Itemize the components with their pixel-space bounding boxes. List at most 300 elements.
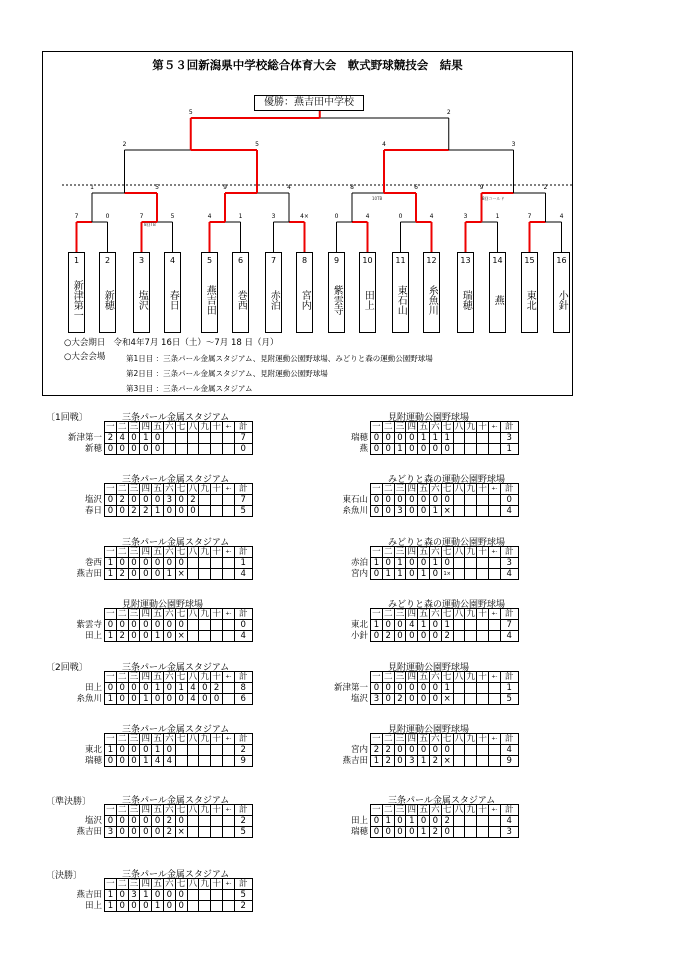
inning-score: 1	[429, 506, 441, 517]
semifinal-heading: 〔準決勝〕	[46, 797, 92, 807]
game-venue: 三条パール金属スタジアム	[122, 538, 230, 548]
inning-score: 1	[140, 694, 152, 705]
bracket-score: 3	[271, 213, 276, 220]
team-number: 8	[301, 256, 308, 265]
inning-score	[211, 816, 223, 827]
score-row	[64, 901, 252, 912]
inning-score: 4	[406, 620, 418, 631]
inning-header: 八	[188, 609, 198, 619]
inning-header: 九	[466, 547, 476, 557]
inning-header: 九	[466, 422, 476, 432]
score-row	[330, 433, 518, 444]
inning-header: 八	[188, 672, 198, 682]
inning-score	[211, 756, 223, 767]
team-name: 瑞穂	[64, 756, 105, 767]
inning-score: 0	[418, 816, 430, 827]
inning-score: 0	[140, 683, 152, 694]
team-number: 9	[333, 256, 340, 265]
inning-header: 四	[141, 734, 151, 744]
inning-score: 2	[116, 495, 128, 506]
inning-header: 七	[176, 879, 186, 889]
inning-score: 0	[371, 683, 383, 694]
score-row	[330, 444, 518, 455]
score-row	[330, 756, 518, 767]
inning-score	[187, 569, 199, 580]
inning-score	[199, 901, 211, 912]
inning-score: 0	[441, 444, 453, 455]
team-name: 瑞穂	[460, 290, 472, 310]
inning-score: 1	[418, 569, 430, 580]
inning-score	[187, 631, 199, 642]
inning-score	[477, 495, 489, 506]
inning-score: 0	[128, 901, 140, 912]
inning-score: 0	[406, 694, 418, 705]
inning-header: 二	[117, 879, 127, 889]
score-row	[330, 745, 518, 756]
inning-score	[222, 558, 234, 569]
inning-header: 計	[500, 734, 518, 745]
inning-header: 八	[454, 734, 464, 744]
inning-score	[199, 745, 211, 756]
score-row	[64, 444, 252, 455]
inning-score: 0	[140, 444, 152, 455]
inning-score: 3	[128, 890, 140, 901]
inning-header: 五	[419, 484, 428, 494]
period-row	[64, 336, 279, 348]
inning-score: 4	[234, 569, 252, 580]
inning-header: 九	[200, 484, 210, 494]
inning-score: 0	[128, 433, 140, 444]
inning-score: 0	[116, 558, 128, 569]
inning-score: 0	[382, 827, 394, 838]
bracket-team	[133, 252, 150, 333]
inning-score: 0	[175, 558, 187, 569]
inning-header: 八	[454, 422, 464, 432]
inning-header: 五	[419, 805, 428, 815]
inning-score	[187, 745, 199, 756]
inning-score: 1	[500, 444, 518, 455]
inning-header: 一	[106, 422, 115, 432]
inning-score: 1	[152, 506, 164, 517]
inning-score	[488, 694, 500, 705]
team-number: 11	[395, 256, 406, 265]
inning-header: 計	[500, 672, 518, 683]
inning-score	[187, 901, 199, 912]
inning-score: 4	[500, 631, 518, 642]
inning-score	[211, 444, 223, 455]
inning-header: 四	[407, 672, 417, 682]
team-name: 塩沢	[330, 694, 371, 705]
score-row	[64, 569, 252, 580]
inning-score: 0	[152, 890, 164, 901]
inning-score: 0	[394, 433, 406, 444]
inning-score	[477, 756, 489, 767]
venue-row	[64, 350, 105, 362]
inning-header: 一	[372, 422, 381, 432]
inning-score: 4	[163, 756, 175, 767]
inning-score: 1	[382, 816, 394, 827]
inning-header: 七	[176, 734, 186, 744]
inning-score: 1	[105, 890, 117, 901]
inning-score: 0	[152, 694, 164, 705]
inning-header: 六	[165, 547, 174, 557]
inning-score: 0	[140, 745, 152, 756]
inning-header: 四	[141, 672, 151, 682]
inning-score: 9	[500, 756, 518, 767]
inning-score: 0	[211, 694, 223, 705]
bracket-score: 7	[74, 213, 79, 220]
bracket-note: 10TB	[372, 196, 383, 201]
inning-score	[187, 444, 199, 455]
inning-score: 2	[105, 433, 117, 444]
day3-row	[126, 383, 253, 394]
inning-score: 2	[140, 506, 152, 517]
inning-score: 1	[500, 683, 518, 694]
inning-score	[477, 683, 489, 694]
period-label: ○大会期日	[64, 338, 106, 348]
game-venue: 見附運動公園野球場	[388, 413, 470, 423]
inning-score: 7	[234, 433, 252, 444]
inning-score	[453, 495, 465, 506]
score-table	[64, 421, 253, 455]
team-name: 田上	[362, 290, 374, 310]
inning-score: 0	[371, 569, 383, 580]
team-name: 宮内	[330, 569, 371, 580]
score-table	[64, 878, 253, 912]
round2-heading: 〔2回戦〕	[46, 663, 88, 673]
inning-score: 0	[429, 444, 441, 455]
inning-score: 1	[418, 620, 430, 631]
game-venue: 見附運動公園野球場	[122, 600, 204, 610]
inning-header: 一	[106, 805, 115, 815]
inning-header: 三	[129, 422, 139, 432]
inning-score: ×	[175, 827, 187, 838]
inning-score: 0	[371, 495, 383, 506]
inning-score: 0	[163, 745, 175, 756]
team-name: 紫雲寺	[64, 620, 105, 631]
inning-header: +-	[488, 484, 500, 495]
day1-label: 第1日目	[126, 354, 154, 363]
inning-score: 2	[163, 816, 175, 827]
inning-score: 0	[128, 620, 140, 631]
inning-header: 七	[176, 805, 186, 815]
inning-score: 0	[140, 631, 152, 642]
score-table	[330, 608, 519, 642]
bracket-score: 9	[223, 184, 227, 191]
inning-header: 一	[372, 672, 381, 682]
inning-header: 四	[407, 609, 417, 619]
inning-score: 1	[152, 901, 164, 912]
inning-score	[477, 433, 489, 444]
inning-score: 0	[163, 620, 175, 631]
inning-score: 1	[429, 433, 441, 444]
inning-score: 0	[382, 444, 394, 455]
inning-score: 0	[163, 901, 175, 912]
team-name: 赤泊	[268, 290, 280, 310]
inning-score: 0	[429, 745, 441, 756]
inning-header: 五	[419, 672, 428, 682]
inning-score	[211, 631, 223, 642]
inning-score: 1	[105, 558, 117, 569]
inning-score	[488, 816, 500, 827]
inning-header: 五	[153, 422, 162, 432]
bracket-score: 2	[543, 184, 548, 191]
inning-score	[488, 444, 500, 455]
inning-score: 0	[128, 569, 140, 580]
inning-score: 0	[152, 827, 164, 838]
inning-score: 0	[394, 827, 406, 838]
inning-score	[199, 620, 211, 631]
inning-header: 一	[372, 484, 381, 494]
inning-score: ×	[441, 756, 453, 767]
inning-score: 4	[187, 683, 199, 694]
inning-header: 四	[141, 609, 151, 619]
team-name: 宮内	[330, 745, 371, 756]
inning-score: 2	[116, 631, 128, 642]
inning-score	[465, 827, 477, 838]
inning-score: 0	[429, 620, 441, 631]
inning-score	[465, 444, 477, 455]
inning-score: 2	[394, 694, 406, 705]
bracket-team	[521, 252, 538, 333]
inning-score: 3	[394, 506, 406, 517]
inning-score: 3	[371, 694, 383, 705]
team-name: 塩沢	[64, 816, 105, 827]
inning-score	[211, 506, 223, 517]
inning-score: 1	[418, 756, 430, 767]
score-table	[64, 483, 253, 517]
bracket-score: 4	[429, 213, 434, 220]
score-row	[64, 631, 252, 642]
inning-score: 0	[152, 433, 164, 444]
bracket-team	[489, 252, 506, 333]
inning-score: 0	[116, 444, 128, 455]
inning-score: 0	[152, 495, 164, 506]
bracket-score: 0	[398, 213, 403, 220]
inning-score: 3	[406, 756, 418, 767]
inning-header: 六	[165, 609, 174, 619]
inning-score: 0	[406, 444, 418, 455]
team-name: 糸魚川	[64, 694, 105, 705]
bracket-team	[68, 252, 85, 333]
inning-score	[199, 506, 211, 517]
inning-score: 4	[500, 816, 518, 827]
inning-score	[488, 756, 500, 767]
inning-score	[211, 901, 223, 912]
inning-header: 二	[383, 547, 393, 557]
team-number: 12	[426, 256, 437, 265]
inning-score: 5	[234, 827, 252, 838]
game-venue: 三条パール金属スタジアム	[122, 725, 230, 735]
inning-score	[477, 558, 489, 569]
team-number: 10	[362, 256, 373, 265]
inning-header: +-	[488, 805, 500, 816]
inning-header: +-	[222, 609, 234, 620]
inning-score	[163, 444, 175, 455]
inning-header: 七	[176, 672, 186, 682]
inning-header: 一	[106, 484, 115, 494]
inning-score: 0	[418, 558, 430, 569]
inning-score: 0	[199, 683, 211, 694]
inning-header: 六	[431, 547, 440, 557]
team-name: 塩沢	[136, 290, 148, 310]
inning-score: 2	[429, 756, 441, 767]
inning-header: 五	[153, 609, 162, 619]
score-row	[64, 827, 252, 838]
inning-score: 4	[152, 756, 164, 767]
bracket-score: 4	[287, 184, 291, 191]
inning-header: 五	[153, 672, 162, 682]
inning-score: 1	[140, 756, 152, 767]
inning-score: 2	[234, 901, 252, 912]
inning-score: 0	[116, 756, 128, 767]
score-table	[330, 733, 519, 767]
inning-score: 0	[371, 631, 383, 642]
inning-score	[453, 444, 465, 455]
inning-header: 五	[419, 609, 428, 619]
inning-header: 計	[234, 609, 252, 620]
inning-score: 7	[234, 495, 252, 506]
inning-score: 1	[406, 816, 418, 827]
inning-header: 七	[442, 609, 452, 619]
inning-score	[488, 495, 500, 506]
inning-score	[465, 694, 477, 705]
inning-header: 五	[419, 422, 428, 432]
inning-header: 四	[407, 422, 417, 432]
inning-header: +-	[488, 672, 500, 683]
inning-score: 2	[163, 827, 175, 838]
score-table	[330, 671, 519, 705]
team-number: 7	[270, 256, 277, 265]
inning-header: 七	[442, 484, 452, 494]
inning-score: 0	[406, 745, 418, 756]
inning-score: 0	[394, 745, 406, 756]
inning-header: 一	[372, 805, 381, 815]
team-name: 新津第一	[330, 683, 371, 694]
inning-header: 三	[395, 547, 405, 557]
inning-score	[211, 745, 223, 756]
bracket-team	[296, 252, 313, 333]
bracket-score: 4	[365, 213, 370, 220]
inning-score	[453, 620, 465, 631]
inning-score	[199, 558, 211, 569]
inning-header: 二	[383, 734, 393, 744]
day1-row	[126, 353, 433, 364]
inning-score	[465, 569, 477, 580]
inning-score: 1	[441, 433, 453, 444]
inning-score: 0	[105, 506, 117, 517]
inning-header: 十	[478, 422, 487, 432]
inning-header: 十	[212, 422, 221, 432]
inning-header: 八	[454, 609, 464, 619]
inning-score: 3	[500, 827, 518, 838]
inning-header: 二	[383, 609, 393, 619]
inning-score: 1	[418, 433, 430, 444]
game-venue: 三条パール金属スタジアム	[122, 870, 230, 880]
inning-score: 0	[429, 683, 441, 694]
inning-header: 八	[454, 672, 464, 682]
game-venue: 三条パール金属スタジアム	[122, 413, 230, 423]
inning-score: 0	[371, 827, 383, 838]
inning-header: 六	[431, 672, 440, 682]
game-venue: 三条パール金属スタジアム	[122, 475, 230, 485]
inning-score	[477, 506, 489, 517]
inning-score: 7	[500, 620, 518, 631]
score-row	[330, 827, 518, 838]
team-name: 燕吉田	[204, 285, 216, 315]
inning-header: 計	[234, 547, 252, 558]
inning-score: 0	[105, 816, 117, 827]
inning-score	[453, 694, 465, 705]
bracket-note: 8回コールド	[482, 196, 505, 201]
inning-score	[199, 495, 211, 506]
inning-score: 0	[175, 495, 187, 506]
game-venue: 三条パール金属スタジアム	[122, 663, 230, 673]
score-row	[64, 694, 252, 705]
inning-score: 0	[394, 816, 406, 827]
inning-header: 二	[383, 672, 393, 682]
inning-score: 1	[371, 620, 383, 631]
inning-score	[465, 816, 477, 827]
inning-score: 0	[441, 827, 453, 838]
inning-header: 六	[165, 672, 174, 682]
bracket-score: 8	[350, 184, 354, 191]
team-name: 東石山	[395, 285, 407, 315]
inning-header: 二	[117, 672, 127, 682]
inning-header: 計	[234, 879, 252, 890]
inning-score	[175, 756, 187, 767]
inning-score	[187, 890, 199, 901]
team-name: 春日	[64, 506, 105, 517]
score-row	[330, 620, 518, 631]
inning-score: 0	[406, 495, 418, 506]
inning-score: 0	[175, 901, 187, 912]
inning-header: 十	[212, 609, 221, 619]
team-number: 1	[73, 256, 80, 265]
inning-header: +-	[222, 484, 234, 495]
inning-score: 4	[116, 433, 128, 444]
score-row	[330, 569, 518, 580]
inning-score	[222, 631, 234, 642]
inning-header: 計	[234, 422, 252, 433]
team-name: 燕吉田	[64, 890, 105, 901]
score-row	[330, 694, 518, 705]
inning-score: 3	[105, 827, 117, 838]
inning-score	[465, 745, 477, 756]
team-name: 田上	[64, 901, 105, 912]
inning-score	[465, 756, 477, 767]
inning-score	[488, 433, 500, 444]
inning-score	[465, 433, 477, 444]
inning-score: 0	[128, 756, 140, 767]
score-row	[330, 816, 518, 827]
inning-score: 0	[418, 745, 430, 756]
score-row	[64, 558, 252, 569]
inning-header: 二	[117, 422, 127, 432]
inning-score	[211, 827, 223, 838]
game-venue: みどりと森の運動公園野球場	[388, 600, 506, 610]
inning-score	[465, 683, 477, 694]
inning-score: 0	[128, 816, 140, 827]
score-table	[64, 804, 253, 838]
inning-score	[187, 756, 199, 767]
inning-score	[477, 444, 489, 455]
inning-header: 三	[129, 609, 139, 619]
score-row	[64, 620, 252, 631]
score-table	[64, 671, 253, 705]
inning-header: 四	[141, 422, 151, 432]
inning-score: 0	[406, 631, 418, 642]
